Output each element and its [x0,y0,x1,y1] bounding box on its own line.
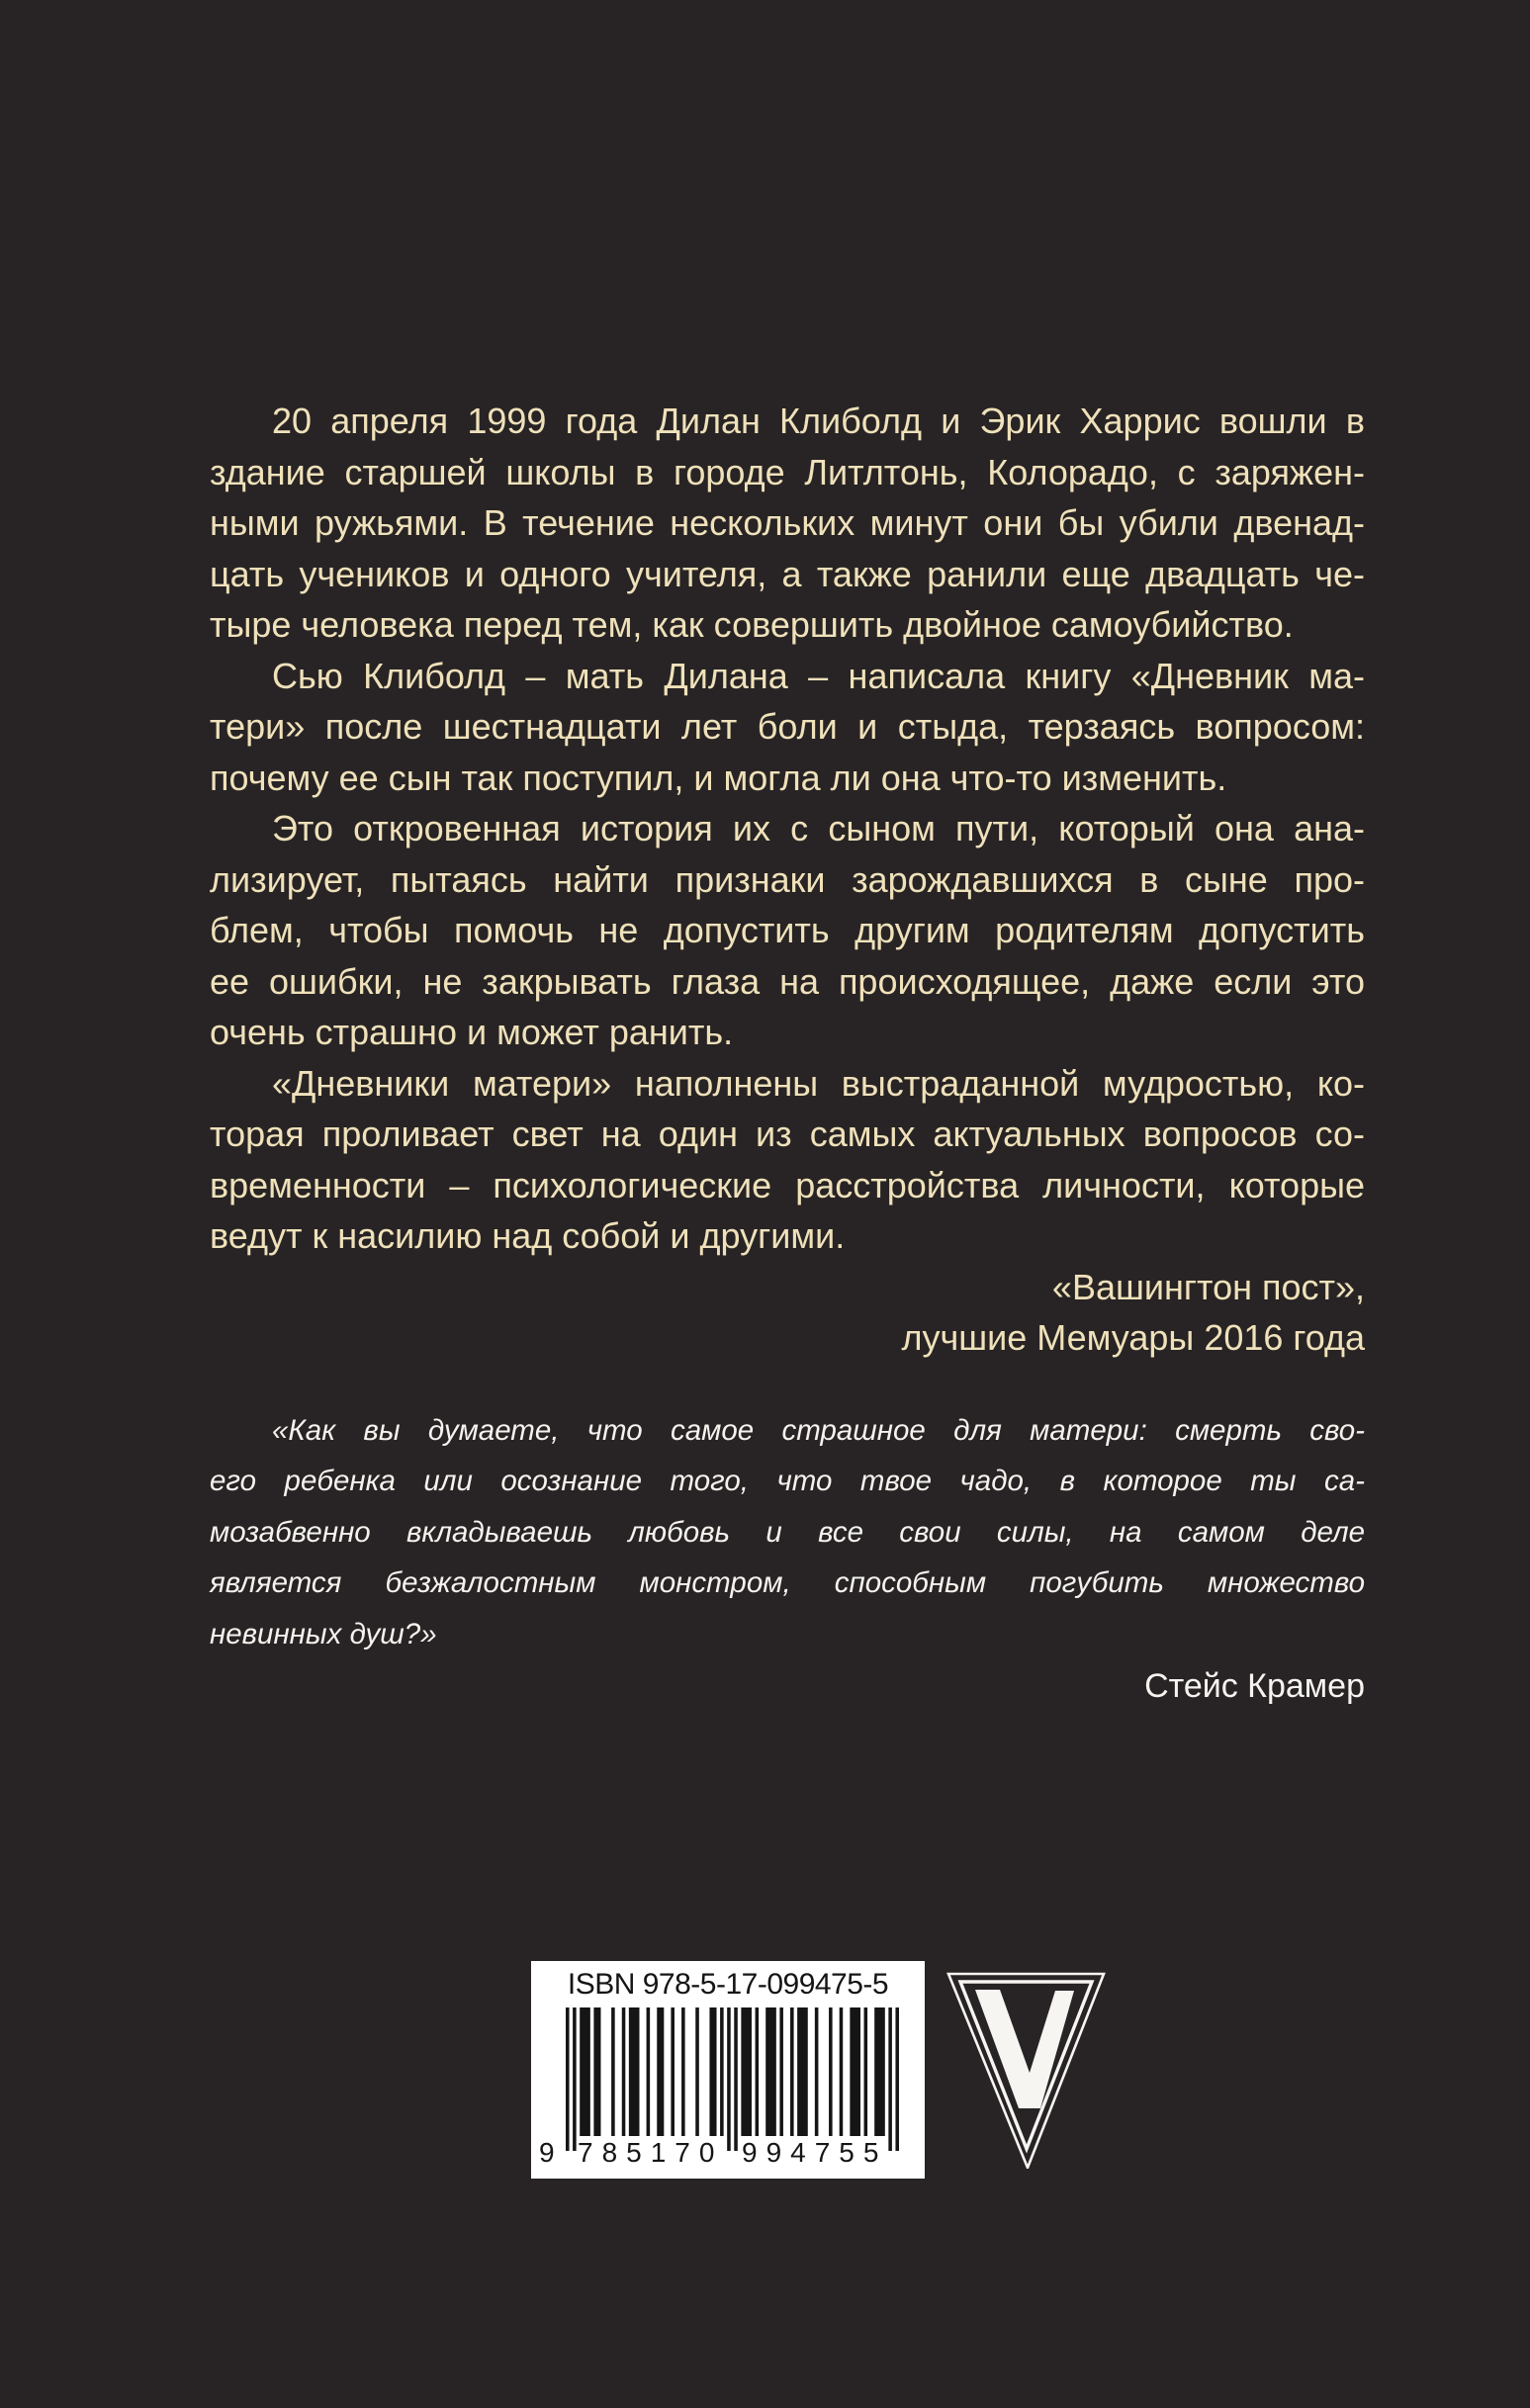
publisher-v-logo [945,1971,1108,2169]
text-line: «Как вы думаете, что самое страшное для матери: смерть сво- [272,1413,1365,1447]
text-line: ными ружьями. В течение нескольких минут они бы убили двенад- [210,502,1365,543]
barcode-bar [815,2007,819,2136]
barcode-bar [647,2007,651,2136]
barcode-bar [895,2007,899,2151]
barcode-bar [629,2007,640,2136]
text-line: 20 апреля 1999 года Дилан Клиболд и Эрик Харрис вошли в [272,401,1365,441]
text-line: временности – психологические расстройства личности, которые [210,1164,1365,1205]
ean13-barcode [566,2007,899,2151]
text-line: почему ее сын так поступил, и могла ли она что-то изменить. [210,757,1227,798]
quote-signature: Стейс Крамер [1144,1667,1365,1705]
barcode-bar [622,2007,626,2136]
barcode-bar [727,2007,731,2151]
barcode-bar [734,2007,738,2151]
isbn-label: ISBN 978-5-17-099475-5 [567,1968,889,2001]
text-line: его ребенка или осознание того, что твое чадо, в которое ты са- [210,1465,1365,1497]
text-line: «Дневники матери» наполнены выстраданной мудростью, ко- [272,1062,1365,1104]
barcode-bar [593,2007,600,2136]
barcode-bar [797,2007,808,2136]
text-line: лучшие Мемуары 2016 года [901,1317,1365,1358]
text-line: цать учеников и одного учителя, а также ранили еще двадцать че- [210,553,1365,594]
barcode-block [531,1961,925,2179]
annotation-text [210,396,1365,1713]
barcode-bar [888,2007,892,2151]
review-attribution [210,1262,1365,1364]
text-line: ведут к насилию над собой и другими. [210,1215,846,1256]
annotation-paragraphs [210,396,1365,1262]
text-line: мозабвенно вкладываешь любовь и все свои силы, на самом деле [210,1515,1365,1549]
barcode-bar [671,2007,675,2136]
text-line: является безжалостным монстром, способным погубить множество [210,1566,1365,1599]
barcode-digits-group2: 994755 [742,2137,888,2168]
barcode-bar [695,2007,699,2136]
text-line: тери» после шестнадцати лет боли и стыда, терзаясь вопросом: [210,706,1365,747]
barcode-bar [874,2007,885,2136]
barcode-bar [566,2007,570,2151]
barcode-bar [720,2007,724,2136]
barcode-bar [765,2007,776,2136]
text-line: тыре человека перед тем, как совершить двойное самоубийство. [210,604,1294,645]
text-line: ее ошибки, не закрывать глаза на происходящее, даже если это [210,960,1365,1002]
barcode-digits-group1: 785170 [578,2137,724,2168]
text-line: блем, чтобы помочь не допустить другим родителям допустить [210,910,1365,950]
barcode-bar [580,2007,590,2136]
barcode-bar [681,2007,685,2136]
barcode-bar [756,2007,760,2136]
barcode-bar [790,2007,794,2136]
barcode-bar [829,2007,833,2136]
barcode-bar [779,2007,783,2136]
text-line: Это откровенная история их с сыном пути, который она ана- [272,808,1365,848]
barcode-bar [657,2007,664,2136]
barcode-bar [864,2007,868,2136]
barcode-bar [840,2007,844,2136]
text-line: очень страшно и может ранить. [210,1012,734,1052]
text-line: лизирует, пытаясь найти признаки зарождавшихся в сыне про- [210,858,1365,900]
text-line: Сью Клиболд – мать Дилана – написала книгу «Дневник ма- [272,655,1365,696]
barcode-bar [573,2007,577,2151]
barcode-bar [709,2007,716,2136]
text-line: «Вашингтон пост», [1051,1266,1365,1307]
quote-block [210,1405,1365,1660]
barcode-bar [611,2007,615,2136]
barcode-bar [850,2007,860,2136]
text-line: торая проливает свет на один из самых актуальных вопросов со- [210,1114,1365,1154]
text-line: невинных душ?» [210,1617,437,1650]
barcode-digit-left: 9 [539,2137,555,2168]
text-line: здание старшей школы в городе Литлтонь, Колорадо, с заряжен- [210,451,1365,492]
barcode-bar [741,2007,752,2136]
